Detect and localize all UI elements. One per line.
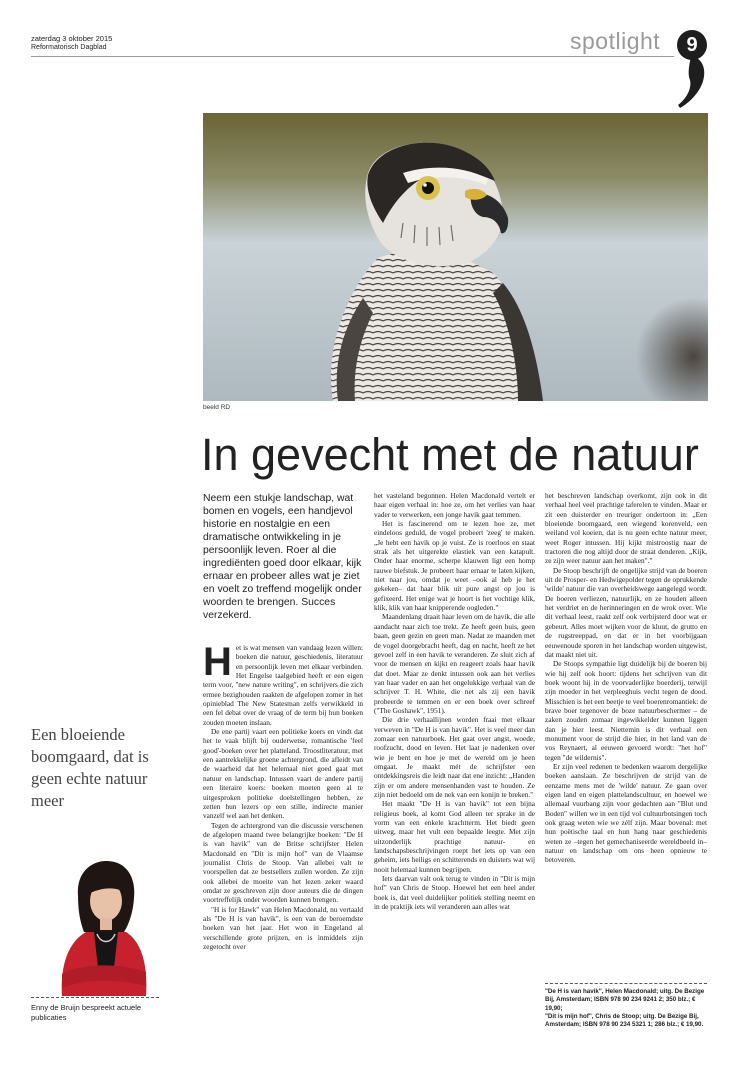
issue-date: zaterdag 3 oktober 2015 (31, 34, 113, 43)
article-headline: In gevecht met de natuur (201, 429, 699, 480)
article-intro: Neem een stukje landschap, wat bomen en vogels, een handjevol historie en nostalgie en een dramatische ontwikkeling in je persoonlijk leven. Roer al die ingrediënten goed door elkaar, kijk ernaar en probeer alles wat je ziet en voelt zo treffend mogelijk onder woorden te brengen. Succes verzekerd. (203, 493, 362, 621)
hawk-photo (203, 113, 708, 401)
paragraph: het beschreven landschap overkomt, zijn ook in dit verhaal heel veel prachtige taferelen te vinden. Maar er zit een duisterder en treuriger ondertoon in: „Een bloeiende boomgaard, een wiegend korenveld, een weiland vol koeien, dat is nu geen echte natuur meer, weet Roger intussen. Hij kijkt mistroostig naar de tractoren die nog altijd door de straat denderen. „Kijk, ze zijn weer natuur aan het maken"." (545, 491, 707, 566)
paragraph: het vasteland begonnen. Helen Macdonald vertelt er haar eigen verhaal in: hoe ze, om het verlies van haar vader te verwerken, een jonge havik gaat temmen. (374, 491, 535, 519)
article-column-3 (545, 491, 707, 979)
author-caption: Enny de Bruijn bespreekt actuele publicaties (31, 1003, 142, 1022)
paragraph: et is wat mensen van vandaag lezen willen: boeken die natuur, geschiedenis, literatuur en persoonlijk leven met elkaar verbinden. Het Engelse taalgebied heeft er een eigen term voor, "new nature writing", en schrijvers die zich ermee bezighouden raakten de afgelopen zomer in het opinieblad The New Statesman zelfs verwikkeld in een fel debat over de vraag of de term bij hun boeken zouden moeten inslaan. (203, 643, 363, 727)
drop-cap: H (203, 643, 232, 684)
paragraph: Iets daarvan valt ook terug te vinden in "Dit is mijn hof" van Chris de Stoop. Hoewel het een heel ander boek is, dat veel duidelijker politiek stelling neemt en in de praktijk iets wil veranderen aan alles wat (374, 874, 535, 912)
photo-credit: beeld RD (203, 404, 231, 411)
caption-divider (31, 997, 159, 998)
page-number-badge: 9 (677, 30, 707, 60)
paragraph: De Stoops sympathie ligt duidelijk bij de boeren bij wie hij zelf ook hoort: tijdens het schrijven van dit boek woont hij in de voorvaderlijke boerderij, terwijl zijn moeder in het verpleeghuis vecht tegen de dood. Misschien is het een beetje te veel boerenromantiek: de brave boer tegenover de boze natuurbeschermer – de zaken zouden zomaar ingewikkelder kunnen liggen dan je hier leest. Niettemin is dit verhaal een monument voor de strijd die hier, in het land van de vos Reynaert, al eeuwen gevoerd wordt: "het hof" tegen "de wildernis". (545, 659, 707, 762)
paragraph: De ene partij vaart een politieke koers en vindt dat het te vaak blijft bij ouderwetse, romantische 'feel good'-boeken over het platteland. Troostliteratuur, met een aantrekkelijke groene achtergrond, die afleidt van de waarheid dat het helemaal niet goed gaat met natuur en landschap. Intussen vaart de andere partij een literaire koers: boeken moeten geen al te uitgesproken politieke doelstellingen hebben, ze zetten hun lezers op een stille, indirecte manier vanzelf wel aan het denken. (203, 727, 363, 821)
paragraph: Er zijn veel redenen te bedenken waarom dergelijke boeken aanslaan. Ze beschrijven de strijd van de eenzame mens met de 'wilde' natuur. Ze gaan over eigen land en eigen plattelandscultuur, en hoewel we allemaal vuurbang zijn voor gedachten aan "Blut und Boden" willen we in een tijd vol cultuurbotsingen toch ook graag weten wie we zélf zijn. Maar bovenal: met hun poëtische taal en hun hang naar geschiedenis weten ze –tegen het gemechaniseerde wereldbeeld in– natuur en landschap om ons heen opnieuw te betoveren. (545, 761, 707, 865)
hawk-illustration (203, 113, 708, 401)
book-info (545, 988, 707, 1029)
book-info-item: "Dit is mijn hof", Chris de Stoop; uitg. De Bezige Bij, Amsterdam; ISBN 978 90 234 5321 1; 286 blz.; € 19,90. (545, 1012, 704, 1029)
book-info-item: "De H is van havik", Helen Macdonald; uitg. De Bezige Bij, Amsterdam; ISBN 978 90 234 9241 2; 350 blz.; € 19,90; (545, 988, 705, 1012)
pull-quote: Een bloeiende boomgaard, dat is geen echte natuur meer (31, 725, 149, 810)
paragraph: Tegen de achtergrond van die discussie verschenen de afgelopen maand twee belangrijke boeken: "De H is van havik" van de Britse schrijfster Helen Macdonald en "Dit is mijn hof" van de Vlaamse journalist Chris de Stoop. Van allebei valt te voorspellen dat ze bestsellers zullen worden. Ze zijn ook allebei de moeite van het lezen zeker waard omdat ze geschreven zijn door auteurs die de dingen voortreffelijk onder woorden kunnen brengen. (203, 820, 363, 905)
header-dateline (31, 34, 112, 52)
author-photo (48, 856, 158, 996)
newspaper-name: Reformatorisch Dagblad (31, 44, 107, 51)
paragraph: "H is for Hawk" van Helen Macdonald, nu vertaald als "De H is van havik", is een van de beroemdste boeken van het jaar. Het won in Engeland al verschillende grote prijzen, en is inmiddels zijn zegetocht over (203, 904, 363, 951)
header-divider (31, 56, 674, 57)
comma-ornament-icon (677, 56, 707, 108)
author-portrait-illustration (48, 856, 158, 996)
paragraph: De Stoop beschrijft de ongelijke strijd van de boeren uit de Prosper- en Hedwigepolder tegen de oprukkende 'wilde' natuur die van overheidswege aangelegd wordt. De boeren verliezen, natuurlijk, en ze houden alleen het verdriet en de herinneringen en de wrok over. Wie dit verhaal leest, raakt zelf ook verbijsterd door wat er gebeurt. Alles moet wijken voor de kluut, de grutto en de rugstreeppad, en dat er in het voorbijgaan eeuwenoude sporen in het landschap worden uitgewist, dat maakt niet uit. (545, 565, 707, 659)
section-title: spotlight (570, 28, 661, 54)
paragraph: Maandenlang draait haar leven om de havik, die alle aandacht naar zich toe trekt. Ze heeft geen huis, geen baan, geen gezin en geen man. Nadat ze maanden met de vogel doorgebracht heeft, dag en nacht, heeft ze het gevoel zelf in een havik te veranderen. Ze sluit zich af voor de mensen en kijkt en reageert zoals haar havik dat doet. Maar ze denkt intussen ook aan het verlies van haar vader en aan het ongelukkige verhaal van de schrijver T. H. White, die net als zij een havik probeerde te temmen en er een boek over schreef ("The Goshawk", 1951). (374, 612, 535, 715)
article-column-2 (374, 491, 535, 1038)
paragraph: Het is fascinerend om te lezen hoe ze, met eindeloos geduld, de vogel probeert 'zeeg' te maken. „Je hebt een havik op je vuist. Ze is roerloos en staat strak als het uitgerekte elastiek van een katapult. Onder haar enorme, scherpe klauwen ligt een homp rauwe biefstuk. Je probeert haar ernaar te laten kijken, niet naar jou, omdat je weet –ook al heb je het gekeken– dat haar blik uit pure angst op jou is gefixeerd. Het enige wat je hoort is het vochtige klik, klik, klik van haar knipperende oogleden." (374, 519, 535, 613)
paragraph: Die drie verhaallijnen worden fraai met elkaar verweven in "De H is van havik". Het is veel meer dan zomaar een natuurboek. Het gaat over angst, woede, roofzucht, dood en leven. Het laat je nadenken over wie je bent en hoe je met de wereld om je heen omgaat. Je maakt mét de schrijfster een ontdekkingsreis die leidt naar dat ene inzicht: „Handen zijn er om andere mensenhanden vast te houden. Ze zijn niet bedoeld om de nek van een konijn te breken." (374, 715, 535, 799)
book-info-divider (545, 983, 707, 984)
article-column-1 (203, 643, 363, 1038)
paragraph: Het maakt "De H is van havik" tot een bijna religieus boek, al komt God alleen ter sprake in de vorm van een enkele krachtterm. Het biedt geen uitweg, maar het vult een bepaalde leegte. Met zijn uitzonderlijk prachtige natuur- en landschapsbeschrijvingen roept het iets op van een geheim, iets heiligs en schitterends en duisters wat wij nooit helemaal kunnen begrijpen. (374, 799, 535, 874)
